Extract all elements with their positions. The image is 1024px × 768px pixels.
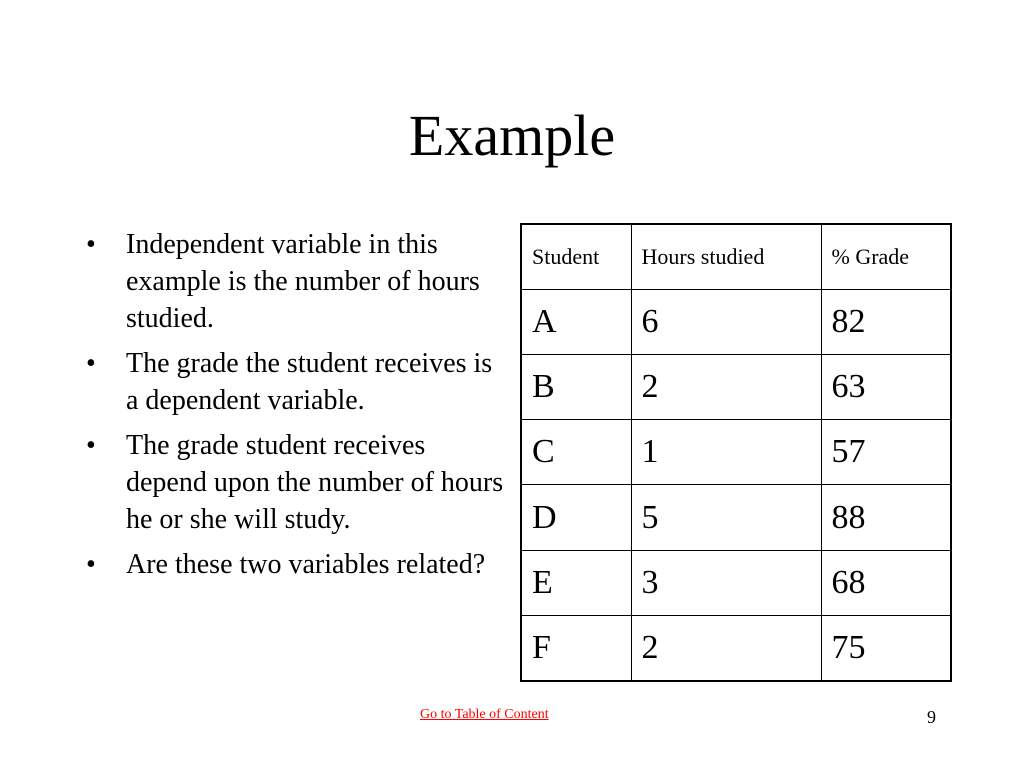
table-row: [521, 355, 951, 420]
bullet-text: The grade the student receives is a dependent variable.: [126, 348, 493, 416]
table-row: [521, 550, 951, 615]
table-row: [521, 420, 951, 485]
bullet-list: [86, 226, 506, 591]
cell-hours: 5: [631, 485, 821, 550]
cell-hours: 6: [631, 290, 821, 355]
cell-student: A: [521, 290, 631, 355]
cell-hours: 1: [631, 420, 821, 485]
cell-hours: 2: [631, 355, 821, 420]
page-number: 9: [927, 707, 936, 727]
header-grade: % Grade: [821, 224, 951, 290]
bullet-icon: •: [86, 229, 96, 260]
cell-hours: 3: [631, 550, 821, 615]
cell-grade: 75: [821, 615, 951, 681]
bullet-item: [86, 546, 506, 583]
bullet-icon: •: [86, 348, 96, 379]
bullet-item: [86, 345, 506, 419]
student-data-table: [520, 223, 952, 682]
slide-title: Example: [408, 103, 616, 168]
bullet-icon: •: [86, 430, 96, 461]
bullet-item: [86, 427, 506, 538]
table-row: [521, 290, 951, 355]
header-hours-studied: Hours studied: [631, 224, 821, 290]
cell-student: C: [521, 420, 631, 485]
bullet-text: Are these two variables related?: [126, 549, 486, 580]
cell-grade: 82: [821, 290, 951, 355]
bullet-icon: •: [86, 549, 96, 580]
cell-grade: 63: [821, 355, 951, 420]
cell-grade: 68: [821, 550, 951, 615]
cell-student: D: [521, 485, 631, 550]
cell-student: E: [521, 550, 631, 615]
table-header-row: [521, 224, 951, 290]
cell-grade: 57: [821, 420, 951, 485]
cell-student: F: [521, 615, 631, 681]
cell-student: B: [521, 355, 631, 420]
cell-grade: 88: [821, 485, 951, 550]
bullet-text: Independent variable in this example is the number of hours studied.: [126, 229, 480, 334]
table-row: [521, 485, 951, 550]
table-row: [521, 615, 951, 681]
bullet-item: [86, 226, 506, 337]
header-student: Student: [521, 224, 631, 290]
table-of-content-link[interactable]: Go to Table of Content: [420, 707, 549, 722]
bullet-text: The grade student receives depend upon the number of hours he or she will study.: [126, 430, 504, 535]
cell-hours: 2: [631, 615, 821, 681]
